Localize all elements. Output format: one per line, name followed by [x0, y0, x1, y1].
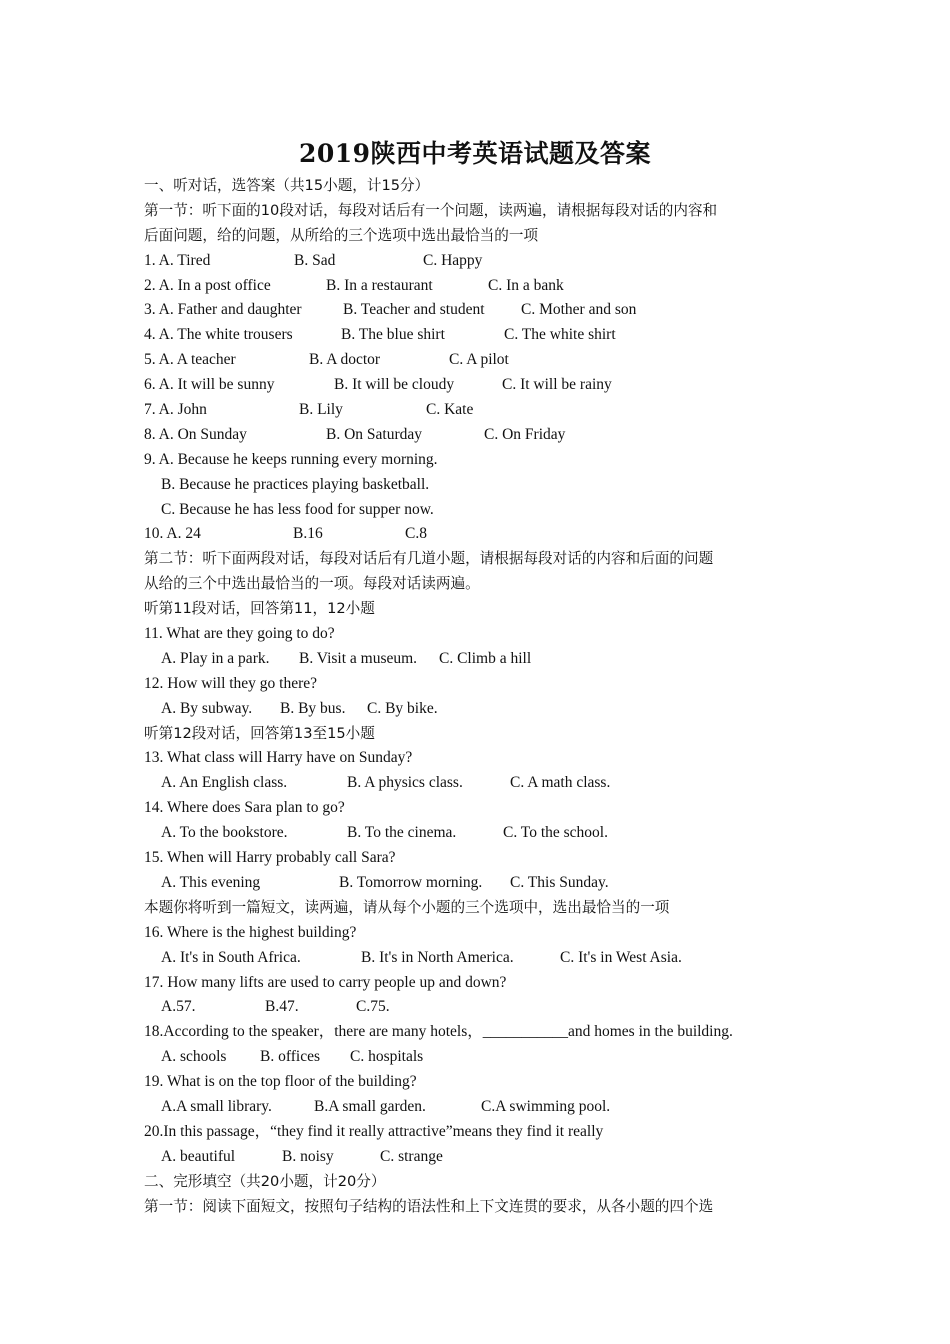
option-text: B. Visit a museum. [299, 649, 418, 667]
option-text: 8. A. On Sunday [144, 425, 247, 443]
option-text: B. Lily [299, 401, 343, 419]
option-text: B. It's in North America. [361, 948, 514, 966]
option-text: B.A small garden. [314, 1097, 426, 1115]
option-text: 3. A. Father and daughter [144, 301, 302, 319]
line-text: 12. How will they go there? [144, 674, 318, 692]
option-text: A. schools [161, 1048, 227, 1066]
line-text: 后面问题，给的问题，从所给的三个选项中选出最恰当的一项 [144, 226, 539, 244]
line-text: 18.According to the speaker，there are many hotels，___________and homes in the building. [144, 1023, 733, 1041]
option-text: B.47. [265, 998, 299, 1016]
option-text: C. It will be rainy [502, 376, 612, 394]
text-line [144, 622, 816, 647]
line-text: 二、完形填空（共20小题，计20分） [144, 1172, 386, 1190]
text-line [144, 498, 816, 523]
option-text: 6. A. It will be sunny [144, 376, 275, 394]
option-text: A. Play in a park. [161, 649, 270, 667]
text-line [144, 946, 816, 971]
option-text: 7. A. John [144, 401, 207, 419]
text-line [144, 1145, 816, 1170]
option-text: B. noisy [282, 1147, 334, 1165]
text-line [144, 796, 816, 821]
text-line [144, 473, 816, 498]
option-text: C.8 [405, 525, 427, 543]
option-text: C. A pilot [449, 351, 509, 369]
option-text: 10. A. 24 [144, 525, 201, 543]
page-title: 2019陕西中考英语试题及答案 [298, 139, 652, 168]
option-text: C. Happy [423, 251, 483, 269]
exam-content [144, 174, 816, 1219]
option-text: C. Mother and son [521, 301, 637, 319]
text-line [144, 323, 816, 348]
option-text: A. An English class. [161, 774, 288, 792]
text-line [144, 771, 816, 796]
option-text: B. On Saturday [326, 425, 423, 443]
line-text: 20.In this passage，“they find it really attractive”means they find it really [144, 1122, 604, 1140]
text-line [144, 199, 816, 224]
text-line [144, 722, 816, 747]
option-text: 2. A. In a post office [144, 276, 271, 294]
line-text: 15. When will Harry probably call Sara? [144, 849, 396, 867]
option-text: 5. A. A teacher [144, 351, 236, 369]
line-text: 第二节：听下面两段对话，每段对话后有几道小题，请根据每段对话的内容和后面的问题 [144, 550, 714, 568]
option-text: B. To the cinema. [347, 824, 457, 842]
option-text: B. Tomorrow morning. [339, 873, 483, 891]
option-text: C. strange [380, 1147, 443, 1165]
line-text: 一、听对话，选答案（共15小题，计15分） [144, 177, 430, 194]
text-line [144, 348, 816, 373]
text-line [144, 224, 816, 249]
option-text: B. Sad [294, 251, 336, 269]
line-text: 17. How many lifts are used to carry people up and down? [144, 973, 507, 991]
text-line [144, 547, 816, 572]
text-line [144, 572, 816, 597]
option-text: 1. A. Tired [144, 251, 211, 269]
text-line [144, 821, 816, 846]
line-text: 11. What are they going to do? [144, 625, 335, 643]
option-text: C. To the school. [503, 824, 608, 842]
option-text: C. The white shirt [504, 326, 616, 344]
line-text: 听第11段对话，回答第11，12小题 [144, 600, 375, 618]
option-text: B. offices [260, 1048, 320, 1066]
line-text: 第一节：阅读下面短文，按照句子结构的语法性和上下文连贯的要求，从各小题的四个选 [144, 1197, 714, 1215]
option-text: B. It will be cloudy [334, 376, 455, 394]
option-text: C. On Friday [484, 425, 566, 443]
text-line [144, 971, 816, 996]
text-line [144, 274, 816, 299]
text-line [144, 697, 816, 722]
option-text: B. By bus. [280, 699, 346, 717]
text-line [144, 1070, 816, 1095]
option-text: C. hospitals [350, 1048, 424, 1066]
text-line [144, 995, 816, 1020]
option-text: C. This Sunday. [510, 873, 609, 891]
option-text: C. By bike. [367, 699, 438, 717]
option-text: B. A doctor [309, 351, 381, 369]
text-line [144, 448, 816, 473]
option-text: B. Teacher and student [343, 301, 485, 319]
line-text: C. Because he has less food for supper now. [161, 500, 434, 518]
option-text: B. A physics class. [347, 774, 463, 792]
line-text: 13. What class will Harry have on Sunday? [144, 749, 413, 767]
text-line [144, 647, 816, 672]
option-text: C. Climb a hill [439, 649, 532, 667]
text-line [144, 423, 816, 448]
text-line [144, 249, 816, 274]
option-text: A.A small library. [161, 1097, 272, 1115]
option-text: A.57. [161, 998, 196, 1016]
option-text: C. Kate [426, 401, 474, 419]
text-line [144, 846, 816, 871]
text-line [144, 1095, 816, 1120]
text-line [144, 1045, 816, 1070]
text-line [144, 522, 816, 547]
option-text: B. The blue shirt [341, 326, 445, 344]
option-text: A. It's in South Africa. [161, 948, 301, 966]
text-line [144, 746, 816, 771]
line-text: 14. Where does Sara plan to go? [144, 799, 345, 817]
line-text: 第一节：听下面的10段对话，每段对话后有一个问题，读两遍，请根据每段对话的内容和 [144, 201, 718, 219]
text-line [144, 174, 816, 199]
line-text: B. Because he practices playing basketball. [161, 475, 430, 493]
option-text: C. It's in West Asia. [560, 948, 682, 966]
text-line [144, 672, 816, 697]
option-text: B. In a restaurant [326, 276, 433, 294]
line-text: 19. What is on the top floor of the building? [144, 1073, 417, 1091]
text-line [144, 896, 816, 921]
text-line [144, 1170, 816, 1195]
line-text: 9. A. Because he keeps running every morning. [144, 450, 438, 468]
option-text: C. A math class. [510, 774, 611, 792]
text-line [144, 597, 816, 622]
option-text: C. In a bank [488, 276, 564, 294]
line-text: 16. Where is the highest building? [144, 923, 357, 941]
text-line [144, 1195, 816, 1220]
option-text: B.16 [293, 525, 323, 543]
line-text: 听第12段对话，回答第13至15小题 [144, 724, 375, 742]
text-line [144, 373, 816, 398]
text-line [144, 871, 816, 896]
option-text: A. To the bookstore. [161, 824, 288, 842]
option-text: A. By subway. [161, 699, 253, 717]
option-text: C.A swimming pool. [481, 1097, 611, 1115]
text-line [144, 298, 816, 323]
option-text: 4. A. The white trousers [144, 326, 293, 344]
line-text: 本题你将听到一篇短文，读两遍，请从每个小题的三个选项中，选出最恰当的一项 [144, 898, 670, 916]
option-text: A. beautiful [161, 1147, 236, 1165]
option-text: A. This evening [161, 873, 261, 891]
text-line [144, 1120, 816, 1145]
line-text: 从给的三个中选出最恰当的一项。每段对话读两遍。 [144, 575, 480, 593]
text-line [144, 398, 816, 423]
text-line [144, 1020, 816, 1045]
option-text: C.75. [356, 998, 390, 1016]
text-line [144, 921, 816, 946]
